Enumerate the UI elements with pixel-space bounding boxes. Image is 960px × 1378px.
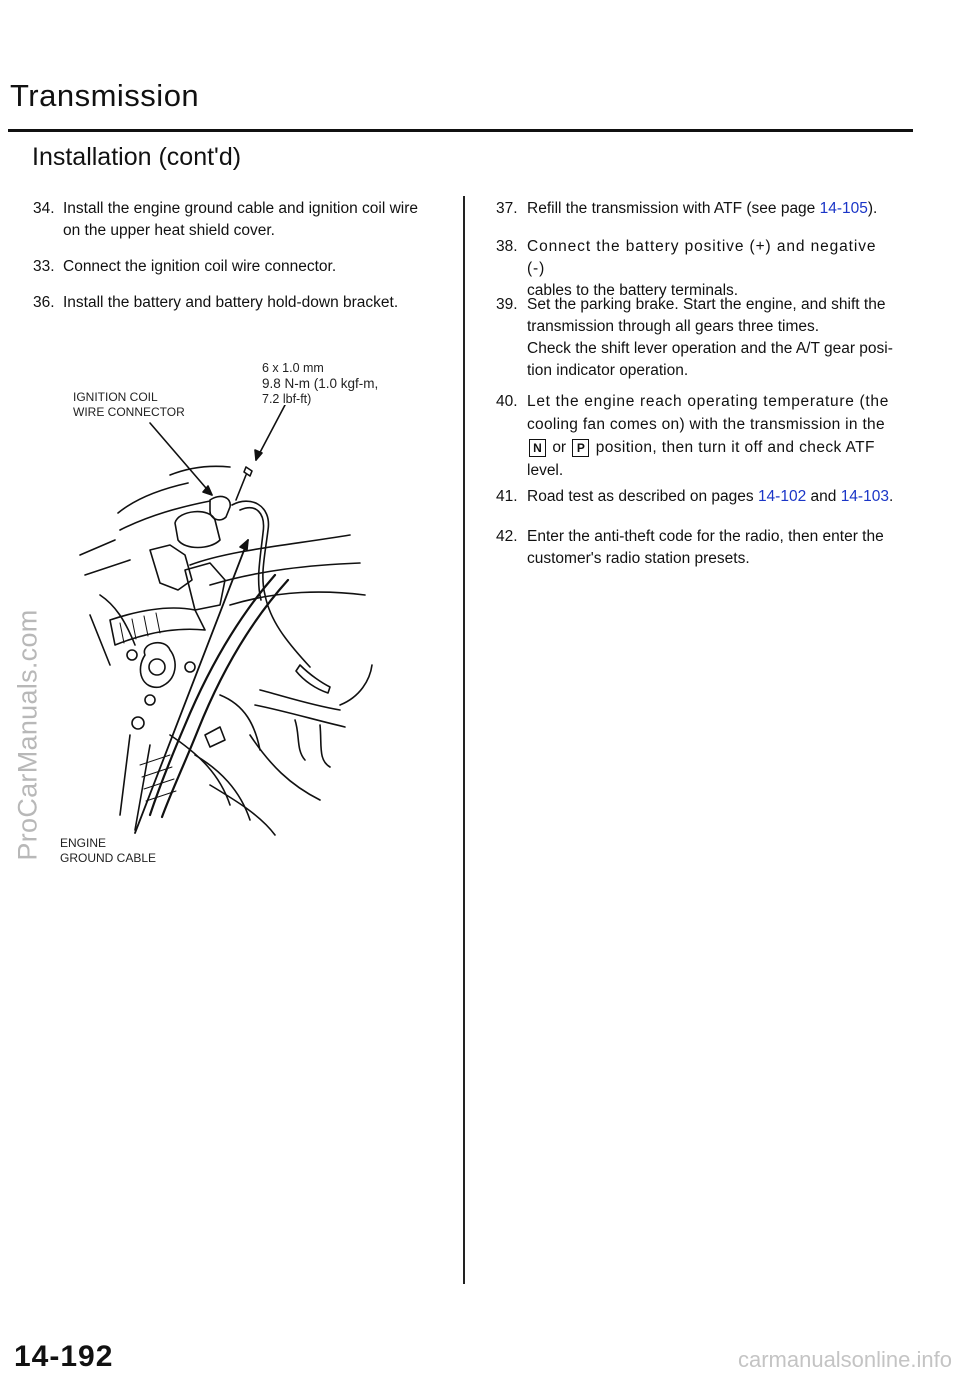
callout-ignition-coil-connector: IGNITION COIL WIRE CONNECTOR <box>73 390 185 419</box>
leader-arrowhead <box>240 540 248 550</box>
page-number: 14-192 <box>14 1340 114 1373</box>
page-link-14-105[interactable]: 14-105 <box>819 200 868 217</box>
step-line: Install the battery and battery hold-down bracket. <box>63 294 399 311</box>
step-number: 41. <box>496 488 518 505</box>
page-link-14-103[interactable]: 14-103 <box>840 488 889 505</box>
engine-bay-illustration <box>60 405 380 845</box>
callout-engine-ground-cable: ENGINE GROUND CABLE <box>60 836 157 865</box>
step-line: Connect the ignition coil wire connector. <box>63 258 337 275</box>
step-40: 40. Let the engine reach operating temperature (the cooling fan comes on) with the transmission in the N or P position, then turn it off and check ATF level. <box>496 390 906 478</box>
cable-clamp <box>296 665 330 693</box>
step-36 <box>33 292 453 314</box>
step-number: 38. <box>496 238 518 255</box>
bolt-shape <box>236 467 252 500</box>
engine-mount <box>140 643 175 688</box>
page-title: Transmission <box>10 78 200 113</box>
page-link-14-102[interactable]: 14-102 <box>757 488 807 505</box>
step-37: 37. Refill the transmission with ATF (see page 14-105). <box>496 198 906 220</box>
gear-n-indicator: N <box>529 439 546 457</box>
step-33 <box>33 256 453 278</box>
section-subtitle: Installation (cont'd) <box>32 143 242 171</box>
title-rule <box>8 129 913 132</box>
step-39: 39. Set the parking brake. Start the engine, and shift the transmission through all gears three times. Check the shift lever operation and the A/T gear posi- tion indicator operation. <box>496 296 893 379</box>
step-41: 41. Road test as described on pages 14-102 and 14-103. <box>496 486 906 508</box>
callout-torque-spec: 6 x 1.0 mm 9.8 N-m (1.0 kgf-m, 7.2 lbf-ft) <box>262 361 379 406</box>
step-number: 42. <box>496 528 518 545</box>
step-line: Install the engine ground cable and ignition coil wire <box>63 200 419 217</box>
leader-arrowhead <box>203 486 212 495</box>
step-34 <box>33 198 453 242</box>
column-divider <box>463 196 465 1284</box>
step-number: 40. <box>496 393 518 410</box>
step-line: on the upper heat shield cover. <box>63 222 275 239</box>
step-number: 37. <box>496 200 518 217</box>
step-number: 39. <box>496 296 518 313</box>
step-number: 34. <box>33 200 55 217</box>
step-38: 38. Connect the battery positive (+) and negative (-) cables to the battery terminals. <box>496 238 877 299</box>
step-number: 33. <box>33 258 55 275</box>
gear-p-indicator: P <box>572 439 589 457</box>
footer-site-text: carmanualsonline.info <box>737 1347 952 1372</box>
ground-terminal <box>205 727 225 747</box>
step-number: 36. <box>33 294 55 311</box>
step-42: 42. Enter the anti-theft code for the radio, then enter the customer's radio station presets. <box>496 528 884 567</box>
hose <box>110 608 205 645</box>
